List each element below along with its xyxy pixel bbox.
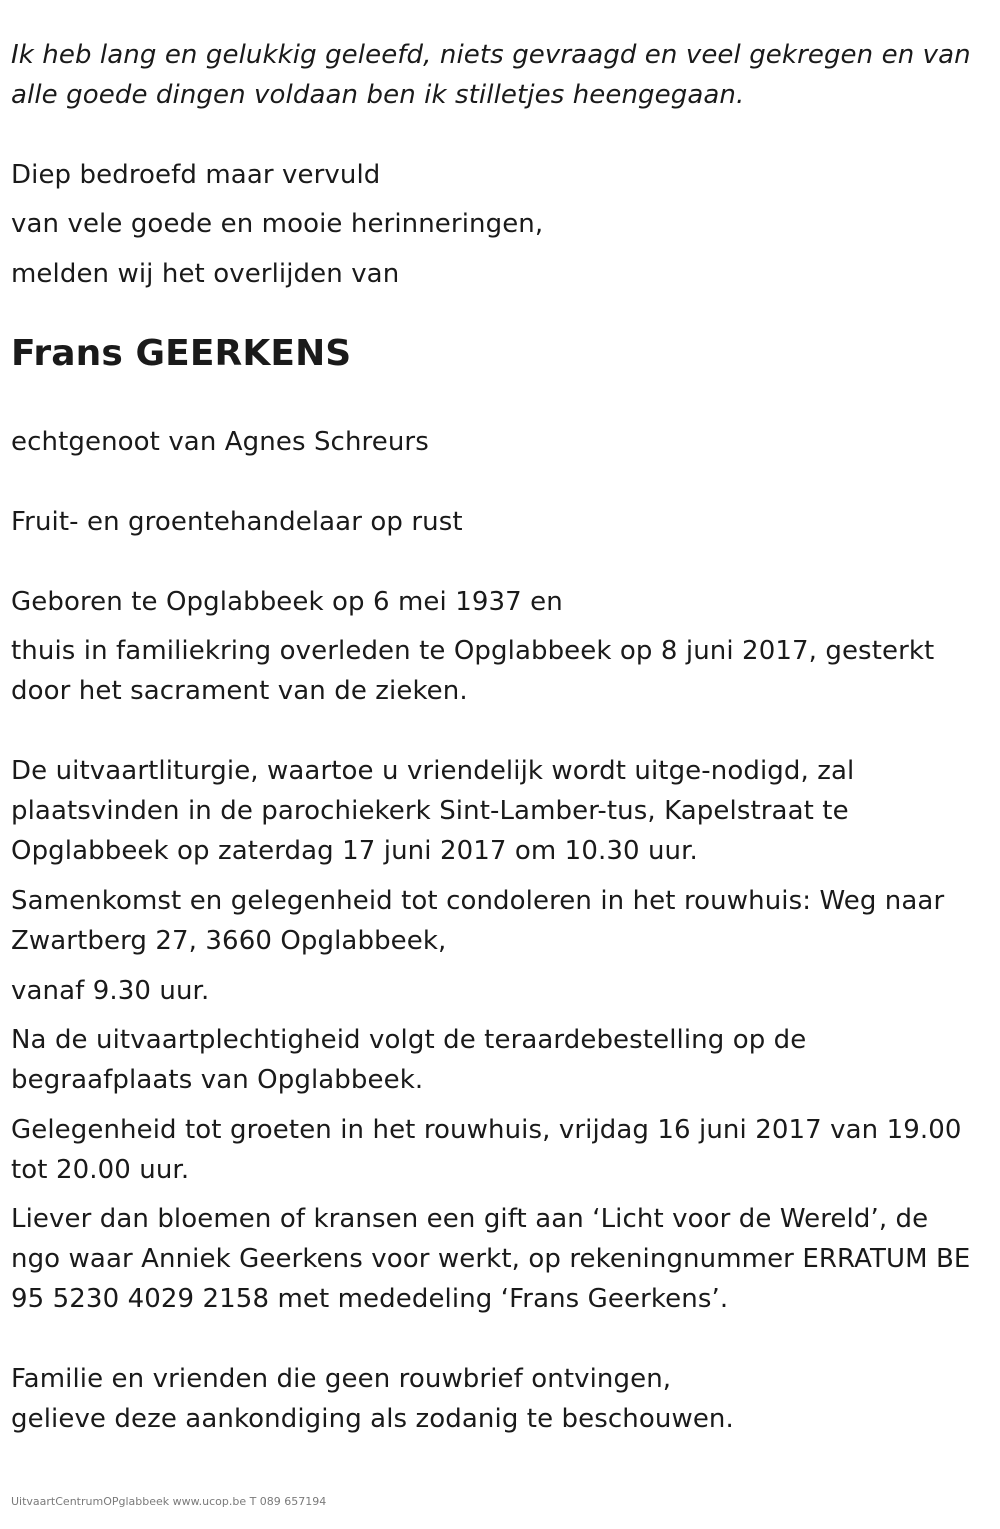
funeral-home-footer: UitvaartCentrumOPglabbeek www.ucop.be T 089 657194 — [11, 1495, 327, 1508]
donation-line-3: 95 5230 4029 2158 met mededeling ‘Frans Geerkens’. — [11, 1284, 729, 1314]
intro-line-3: melden wij het overlijden van — [11, 259, 400, 289]
death-line-1: thuis in familiekring overleden te Opglabbeek op 8 juni 2017, gesterkt — [11, 636, 935, 666]
funeral-line-2: plaatsvinden in de parochiekerk Sint-Lamber-tus, Kapelstraat te — [11, 796, 849, 826]
donation-line-2: ngo waar Anniek Geerkens voor werkt, op rekeningnummer ERRATUM BE — [11, 1244, 971, 1274]
funeral-line-3: Opglabbeek op zaterdag 17 juni 2017 om 10.30 uur. — [11, 836, 698, 866]
occupation-line: Fruit- en groentehandelaar op rust — [11, 507, 463, 537]
death-line-2: door het sacrament van de zieken. — [11, 676, 468, 706]
quote-line-1: Ik heb lang en gelukkig geleefd, niets gevraagd en veel gekregen en van — [11, 40, 971, 70]
closing-line-1: Familie en vrienden die geen rouwbrief ontvingen, — [11, 1364, 672, 1394]
gathering-line-1: Samenkomst en gelegenheid tot condoleren in het rouwhuis: Weg naar — [11, 886, 945, 916]
intro-line-2: van vele goede en mooie herinneringen, — [11, 209, 544, 239]
spouse-line: echtgenoot van Agnes Schreurs — [11, 427, 429, 457]
intro-line-1: Diep bedroefd maar vervuld — [11, 160, 381, 190]
visitation-line-1: Gelegenheid tot groeten in het rouwhuis, vrijdag 16 juni 2017 van 19.00 — [11, 1115, 962, 1145]
gathering-line-3: vanaf 9.30 uur. — [11, 976, 210, 1006]
quote-line-2: alle goede dingen voldaan ben ik stilletjes heengegaan. — [11, 80, 745, 110]
burial-line-2: begraafplaats van Opglabbeek. — [11, 1065, 424, 1095]
funeral-line-1: De uitvaartliturgie, waartoe u vriendelijk wordt uitge-nodigd, zal — [11, 756, 855, 786]
visitation-line-2: tot 20.00 uur. — [11, 1155, 190, 1185]
gathering-line-2: Zwartberg 27, 3660 Opglabbeek, — [11, 926, 447, 956]
closing-line-2: gelieve deze aankondiging als zodanig te beschouwen. — [11, 1404, 734, 1434]
deceased-name: Frans GEERKENS — [11, 333, 352, 374]
burial-line-1: Na de uitvaartplechtigheid volgt de teraardebestelling op de — [11, 1025, 807, 1055]
donation-line-1: Liever dan bloemen of kransen een gift aan ‘Licht voor de Wereld’, de — [11, 1204, 929, 1234]
birth-line: Geboren te Opglabbeek op 6 mei 1937 en — [11, 587, 563, 617]
